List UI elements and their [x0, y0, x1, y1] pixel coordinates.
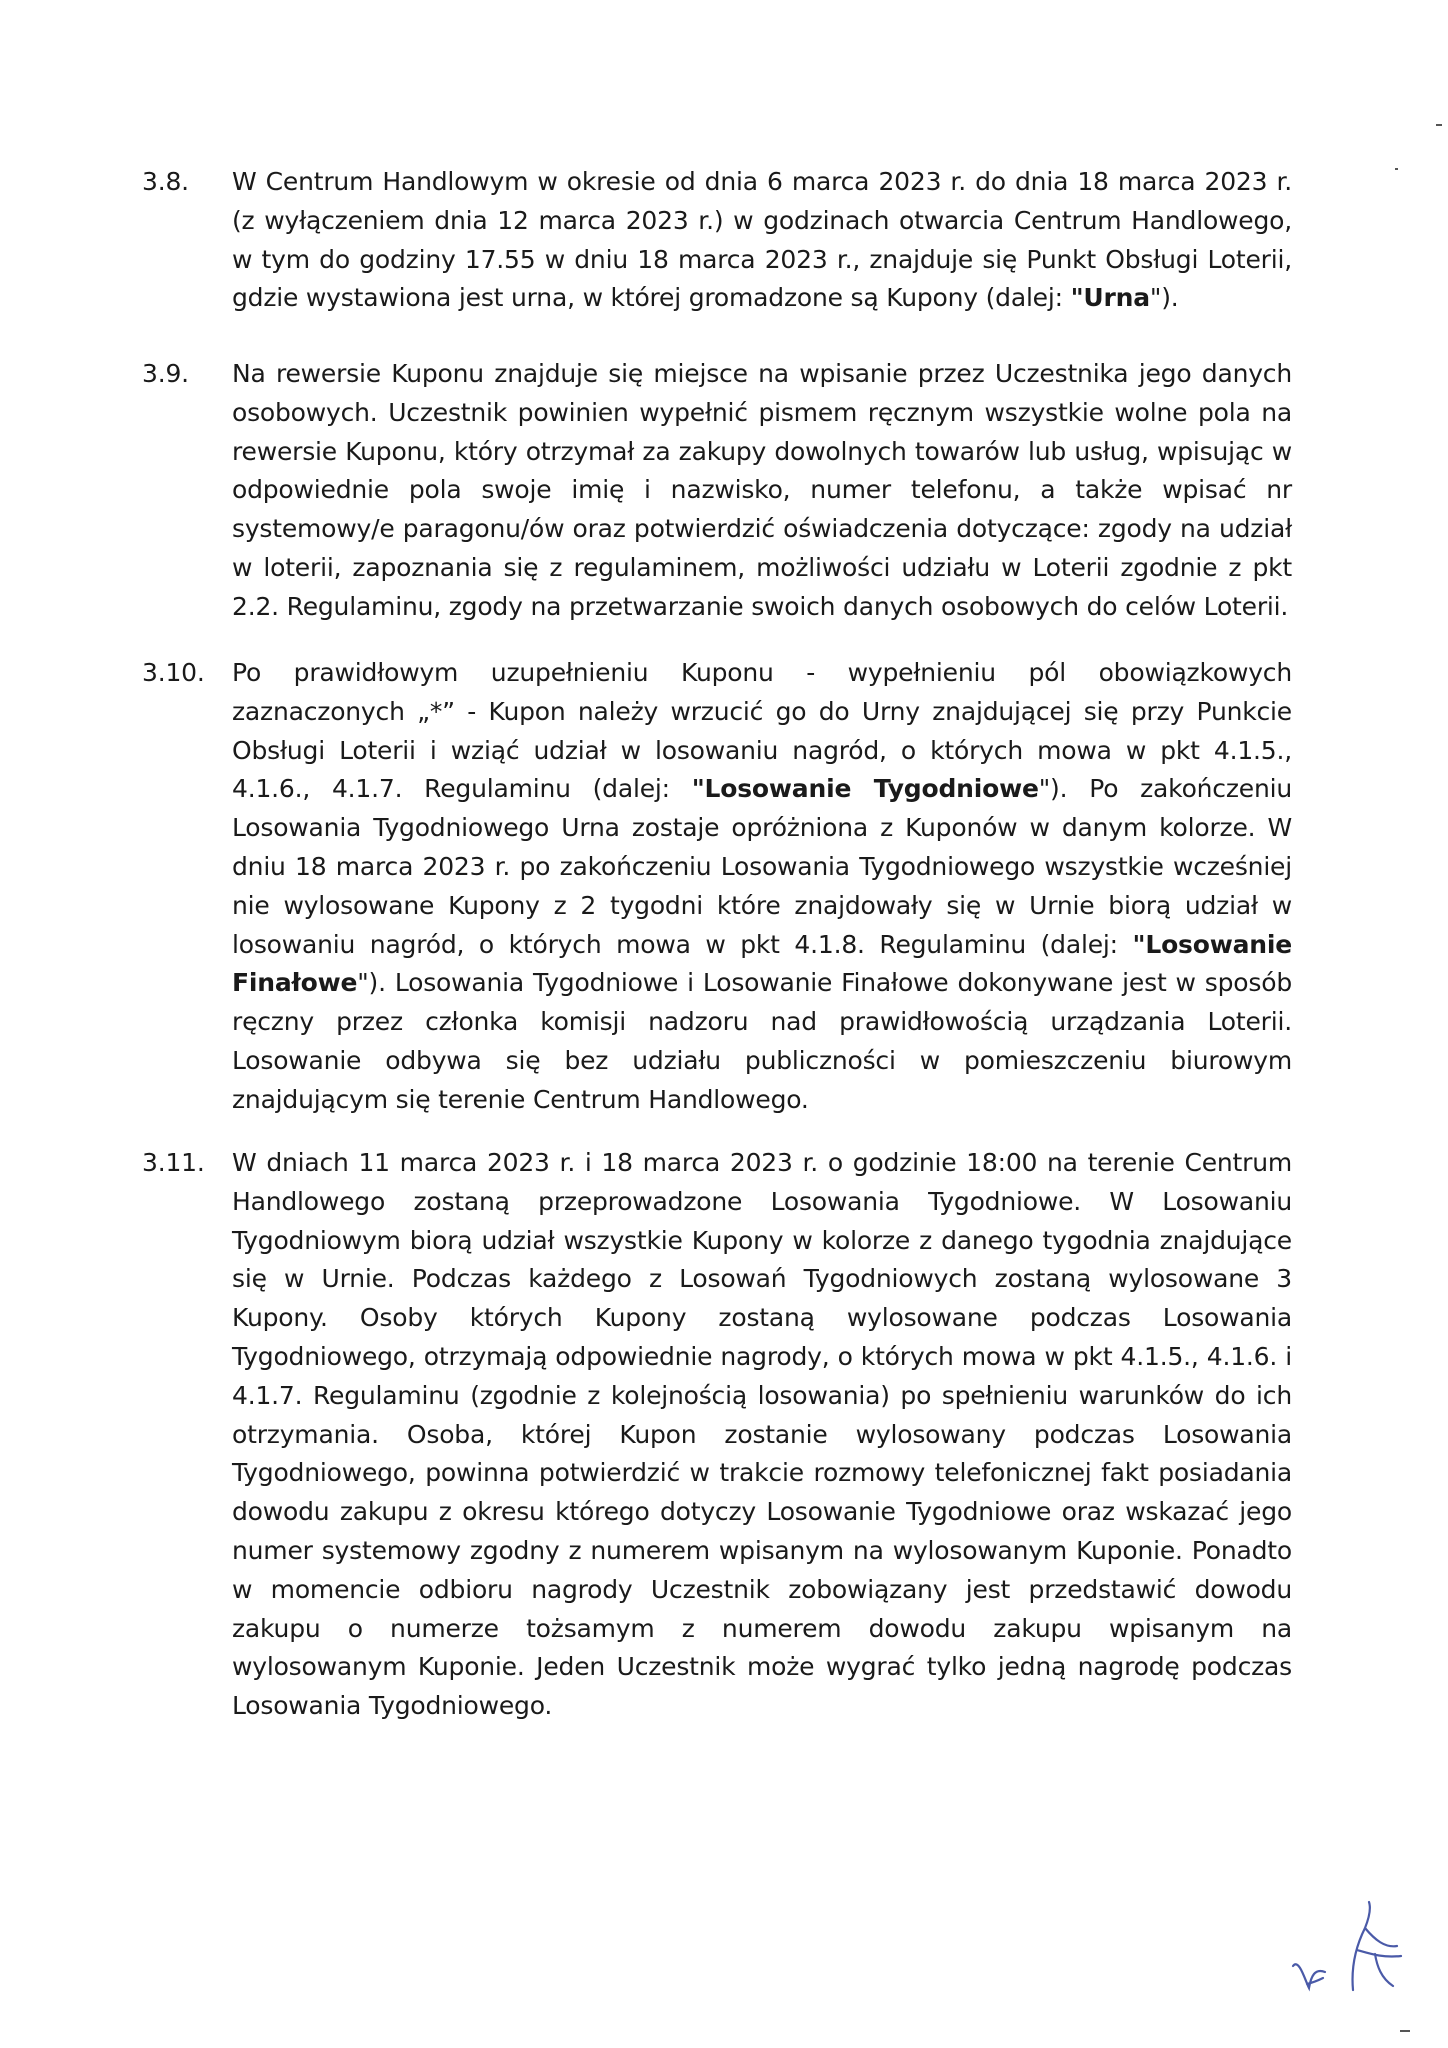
- defined-term-losowanie-finalowe: "Losowanie Finałowe: [232, 929, 1292, 998]
- section-number: 3.11.: [142, 1148, 205, 1177]
- text-run: ").: [1149, 283, 1179, 313]
- scan-artifact: [1395, 168, 1398, 170]
- text-run: Po prawidłowym uzupełnieniu Kuponu - wypełnieniu pól obowiązkowych zaznaczonych „*” - Kupon należy wrzucić go do Urny znajdującej się przy Punkcie Obsługi Loterii i wziąć udział w losowaniu nagród, o których mowa w pkt 4.1.5., 4.1.6., 4.1.7. Regulaminu (dalej:: [232, 658, 1292, 804]
- section-text: [232, 654, 1292, 1120]
- section-3-10: [142, 654, 1292, 1120]
- section-3-8: [142, 163, 1292, 318]
- scan-artifact: [1436, 124, 1442, 126]
- handwritten-initials: [1285, 1888, 1415, 1998]
- section-3-11: [142, 1144, 1292, 1726]
- section-3-9: [142, 355, 1292, 627]
- initial-stroke-2: [1353, 1902, 1402, 1990]
- section-text: [232, 1144, 1292, 1726]
- text-run: W dniach 11 marca 2023 r. i 18 marca 2023 r. o godzinie 18:00 na terenie Centrum Handlowego zostaną przeprowadzone Losowania Tygodniowe. W Losowaniu Tygodniowym biorą udział wszystkie Kupony w kolorze z danego tygodnia znajdujące się w Urnie. Podczas każdego z Losowań Tygodniowych zostaną wylosowane 3 Kupony. Osoby których Kupony zostaną wylosowane podczas Losowania Tygodniowego, otrzymają odpowiednie nagrody, o których mowa w pkt 4.1.5., 4.1.6. i 4.1.7. Regulaminu (zgodnie z kolejnością losowania) po spełnieniu warunków do ich otrzymania. Osoba, której Kupon zostanie wylosowany podczas Losowania Tygodniowego, powinna potwierdzić w trakcie rozmowy telefonicznej fakt posiadania dowodu zakupu z okresu którego dotyczy Losowanie Tygodniowe oraz wskazać jego numer systemowy zgodny z numerem wpisanym na wylosowanym Kuponie. Ponadto w momencie odbioru nagrody Uczestnik zobowiązany jest przedstawić dowodu zakupu o numerze tożsamym z numerem dowodu zakupu wpisanym na wylosowanym Kuponie. Jeden Uczestnik może wygrać tylko jedną nagrodę podczas Losowania Tygodniowego.: [232, 1148, 1292, 1721]
- defined-term-urna: "Urna: [1070, 283, 1150, 313]
- section-number: 3.9.: [142, 359, 189, 388]
- defined-term-losowanie-tygodniowe: "Losowanie Tygodniowe: [691, 774, 1039, 804]
- scan-artifact: [1400, 2030, 1410, 2032]
- section-text: [232, 163, 1292, 318]
- section-number: 3.8.: [142, 167, 189, 196]
- section-text: [232, 355, 1292, 627]
- initial-stroke-1: [1293, 1964, 1325, 1988]
- section-number: 3.10.: [142, 658, 205, 687]
- text-run: "). Losowania Tygodniowe i Losowanie Finałowe dokonywane jest w sposób ręczny przez członka komisji nadzoru nad prawidłowością urządzania Loterii. Losowanie odbywa się bez udziału publiczności w pomieszczeniu biurowym znajdującym się terenie Centrum Handlowego.: [232, 968, 1292, 1114]
- text-run: "). Po zakończeniu Losowania Tygodniowego Urna zostaje opróżniona z Kuponów w danym kolorze. W dniu 18 marca 2023 r. po zakończeniu Losowania Tygodniowego wszystkie wcześniej nie wylosowane Kupony z 2 tygodni które znajdowały się w Urnie biorą udział w losowaniu nagród, o których mowa w pkt 4.1.8. Regulaminu (dalej:: [232, 774, 1292, 959]
- text-run: W Centrum Handlowym w okresie od dnia 6 marca 2023 r. do dnia 18 marca 2023 r. (z wyłączeniem dnia 12 marca 2023 r.) w godzinach otwarcia Centrum Handlowego, w tym do godziny 17.55 w dniu 18 marca 2023 r., znajduje się Punkt Obsługi Loterii, gdzie wystawiona jest urna, w której gromadzone są Kupony (dalej:: [232, 167, 1292, 313]
- text-run: Na rewersie Kuponu znajduje się miejsce na wpisanie przez Uczestnika jego danych osobowych. Uczestnik powinien wypełnić pismem ręcznym wszystkie wolne pola na rewersie Kuponu, który otrzymał za zakupy dowolnych towarów lub usług, wpisując w odpowiednie pola swoje imię i nazwisko, numer telefonu, a także wpisać nr systemowy/e paragonu/ów oraz potwierdzić oświadczenia dotyczące: zgody na udział w loterii, zapoznania się z regulaminem, możliwości udziału w Loterii zgodnie z pkt 2.2. Regulaminu, zgody na przetwarzanie swoich danych osobowych do celów Loterii.: [232, 359, 1292, 621]
